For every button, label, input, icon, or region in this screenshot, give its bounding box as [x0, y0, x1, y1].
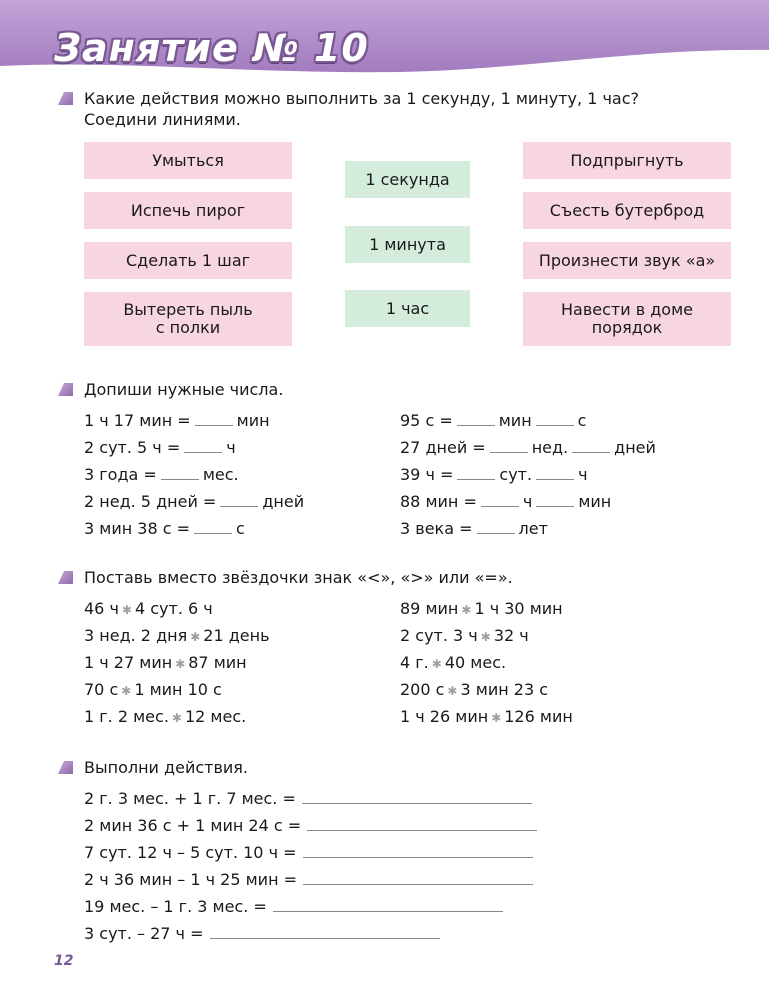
comparison-row: 3 нед. 2 дня ✱ 21 день	[84, 626, 270, 645]
star-placeholder[interactable]: ✱	[491, 711, 502, 725]
answer-blank[interactable]	[194, 520, 232, 534]
answer-line[interactable]	[302, 790, 532, 804]
answer-blank[interactable]	[481, 493, 519, 507]
answer-blank[interactable]	[457, 466, 495, 480]
comparison-row: 200 с ✱ 3 мин 23 с	[400, 680, 549, 699]
task3-prompt: Поставь вместо звёздочки знак «<», «>» или «=».	[84, 568, 513, 587]
card-label: 1 минута	[369, 234, 446, 254]
calculation-row: 2 мин 36 с + 1 мин 24 с =	[84, 816, 537, 836]
right-card[interactable]	[523, 292, 731, 346]
calculation-row: 19 мес. – 1 г. 3 мес. =	[84, 897, 503, 917]
conversion-row: 1 ч 17 мин = мин	[84, 411, 270, 430]
answer-blank[interactable]	[457, 412, 495, 426]
star-placeholder[interactable]: ✱	[447, 684, 458, 698]
comparison-row: 4 г. ✱ 40 мес.	[400, 653, 507, 672]
conversion-row: 2 нед. 5 дней = дней	[84, 492, 305, 511]
middle-card[interactable]	[345, 161, 470, 198]
answer-line[interactable]	[273, 898, 503, 912]
task1-prompt-line2: Соедини линиями.	[84, 110, 241, 129]
conversion-row: 39 ч = сут. ч	[400, 465, 588, 484]
section-marker-icon	[58, 383, 73, 396]
card-label: 1 час	[385, 298, 430, 318]
right-card[interactable]	[523, 142, 731, 179]
section-marker-icon	[58, 571, 73, 584]
right-card[interactable]	[523, 192, 731, 229]
card-label: Вытереть пыль с полки	[123, 300, 253, 337]
answer-blank[interactable]	[490, 439, 528, 453]
answer-blank[interactable]	[536, 466, 574, 480]
comparison-row: 89 мин ✱ 1 ч 30 мин	[400, 599, 563, 618]
conversion-row: 2 сут. 5 ч = ч	[84, 438, 236, 457]
comparison-row: 70 с ✱ 1 мин 10 с	[84, 680, 222, 699]
left-card[interactable]	[84, 142, 292, 179]
card-label: Испечь пирог	[130, 200, 246, 220]
answer-line[interactable]	[303, 871, 533, 885]
conversion-row: 27 дней = нед. дней	[400, 438, 656, 457]
star-placeholder[interactable]: ✱	[461, 603, 472, 617]
comparison-row: 1 ч 27 мин ✱ 87 мин	[84, 653, 247, 672]
middle-card[interactable]	[345, 290, 470, 327]
answer-blank[interactable]	[477, 520, 515, 534]
star-placeholder[interactable]: ✱	[480, 630, 491, 644]
left-card[interactable]	[84, 292, 292, 346]
star-placeholder[interactable]: ✱	[431, 657, 442, 671]
answer-blank[interactable]	[536, 412, 574, 426]
conversion-row: 3 века = лет	[400, 519, 548, 538]
answer-line[interactable]	[307, 817, 537, 831]
comparison-row: 1 ч 26 мин ✱ 126 мин	[400, 707, 573, 726]
card-label: Навести в доме порядок	[561, 300, 693, 337]
task4-prompt: Выполни действия.	[84, 758, 248, 777]
star-placeholder[interactable]: ✱	[171, 711, 182, 725]
task1-prompt-line1: Какие действия можно выполнить за 1 секунду, 1 минуту, 1 час?	[84, 89, 639, 108]
card-label: Произнести звук «а»	[538, 250, 716, 270]
calculation-row: 2 ч 36 мин – 1 ч 25 мин =	[84, 870, 533, 890]
answer-blank[interactable]	[572, 439, 610, 453]
answer-line[interactable]	[303, 844, 533, 858]
answer-blank[interactable]	[161, 466, 199, 480]
answer-line[interactable]	[210, 925, 440, 939]
card-label: Съесть бутерброд	[549, 200, 705, 220]
comparison-row: 2 сут. 3 ч ✱ 32 ч	[400, 626, 529, 645]
conversion-row: 3 мин 38 с = с	[84, 519, 245, 538]
star-placeholder[interactable]: ✱	[190, 630, 201, 644]
calculation-row: 7 сут. 12 ч – 5 сут. 10 ч =	[84, 843, 533, 863]
section-marker-icon	[58, 92, 73, 105]
star-placeholder[interactable]: ✱	[175, 657, 186, 671]
card-label: 1 секунда	[365, 169, 450, 189]
left-card[interactable]	[84, 242, 292, 279]
left-card[interactable]	[84, 192, 292, 229]
calculation-row: 2 г. 3 мес. + 1 г. 7 мес. =	[84, 789, 532, 809]
task2-prompt: Допиши нужные числа.	[84, 380, 284, 399]
card-label: Сделать 1 шаг	[125, 250, 251, 270]
section-marker-icon	[58, 761, 73, 774]
card-label: Умыться	[152, 150, 224, 170]
page-number: 12	[54, 953, 74, 969]
answer-blank[interactable]	[536, 493, 574, 507]
star-placeholder[interactable]: ✱	[121, 684, 132, 698]
calculation-row: 3 сут. – 27 ч =	[84, 924, 440, 944]
middle-card[interactable]	[345, 226, 470, 263]
answer-blank[interactable]	[184, 439, 222, 453]
conversion-row: 88 мин = ч мин	[400, 492, 612, 511]
conversion-row: 95 с = мин с	[400, 411, 587, 430]
conversion-row: 3 года = мес.	[84, 465, 239, 484]
answer-blank[interactable]	[195, 412, 233, 426]
comparison-row: 46 ч ✱ 4 сут. 6 ч	[84, 599, 213, 618]
comparison-row: 1 г. 2 мес. ✱ 12 мес.	[84, 707, 247, 726]
right-card[interactable]	[523, 242, 731, 279]
answer-blank[interactable]	[220, 493, 258, 507]
lesson-title: Занятие № 10	[54, 26, 369, 70]
star-placeholder[interactable]: ✱	[121, 603, 132, 617]
card-label: Подпрыгнуть	[570, 150, 684, 170]
